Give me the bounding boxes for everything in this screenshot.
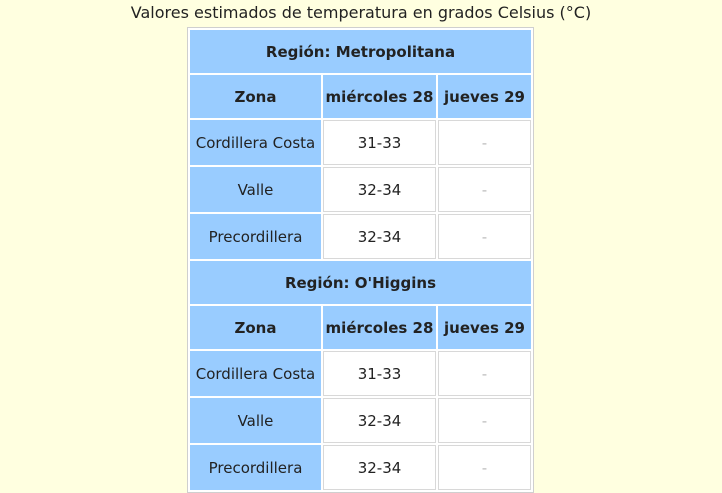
region-title: Región: O'Higgins [190,261,531,304]
temp-day-1: 32-34 [323,214,436,259]
zone-label: Cordillera Costa [190,120,321,165]
region-title-row [190,261,531,304]
table-row [190,120,531,165]
table-caption: Valores estimados de temperatura en grados Celsius (°C) [130,3,592,22]
temp-day-2: - [438,351,531,396]
temp-day-2: - [438,214,531,259]
table-row [190,445,531,490]
column-header-row [190,306,531,349]
temp-day-1: 32-34 [323,445,436,490]
temp-day-1: 31-33 [323,351,436,396]
header-day-1: miércoles 28 [323,75,436,118]
zone-label: Precordillera [190,214,321,259]
table-row [190,214,531,259]
region-title-row [190,30,531,73]
temp-day-2: - [438,398,531,443]
table-row [190,398,531,443]
temperature-table-container [187,27,534,493]
temp-day-2: - [438,120,531,165]
header-zona: Zona [190,306,321,349]
zone-label: Precordillera [190,445,321,490]
header-day-2: jueves 29 [438,306,531,349]
temp-day-1: 32-34 [323,398,436,443]
temperature-table [187,27,534,493]
header-zona: Zona [190,75,321,118]
temp-day-1: 31-33 [323,120,436,165]
header-day-2: jueves 29 [438,75,531,118]
region-title: Región: Metropolitana [190,30,531,73]
header-day-1: miércoles 28 [323,306,436,349]
temp-day-2: - [438,445,531,490]
temp-day-1: 32-34 [323,167,436,212]
zone-label: Valle [190,167,321,212]
temp-day-2: - [438,167,531,212]
zone-label: Cordillera Costa [190,351,321,396]
table-row [190,167,531,212]
zone-label: Valle [190,398,321,443]
column-header-row [190,75,531,118]
table-row [190,351,531,396]
